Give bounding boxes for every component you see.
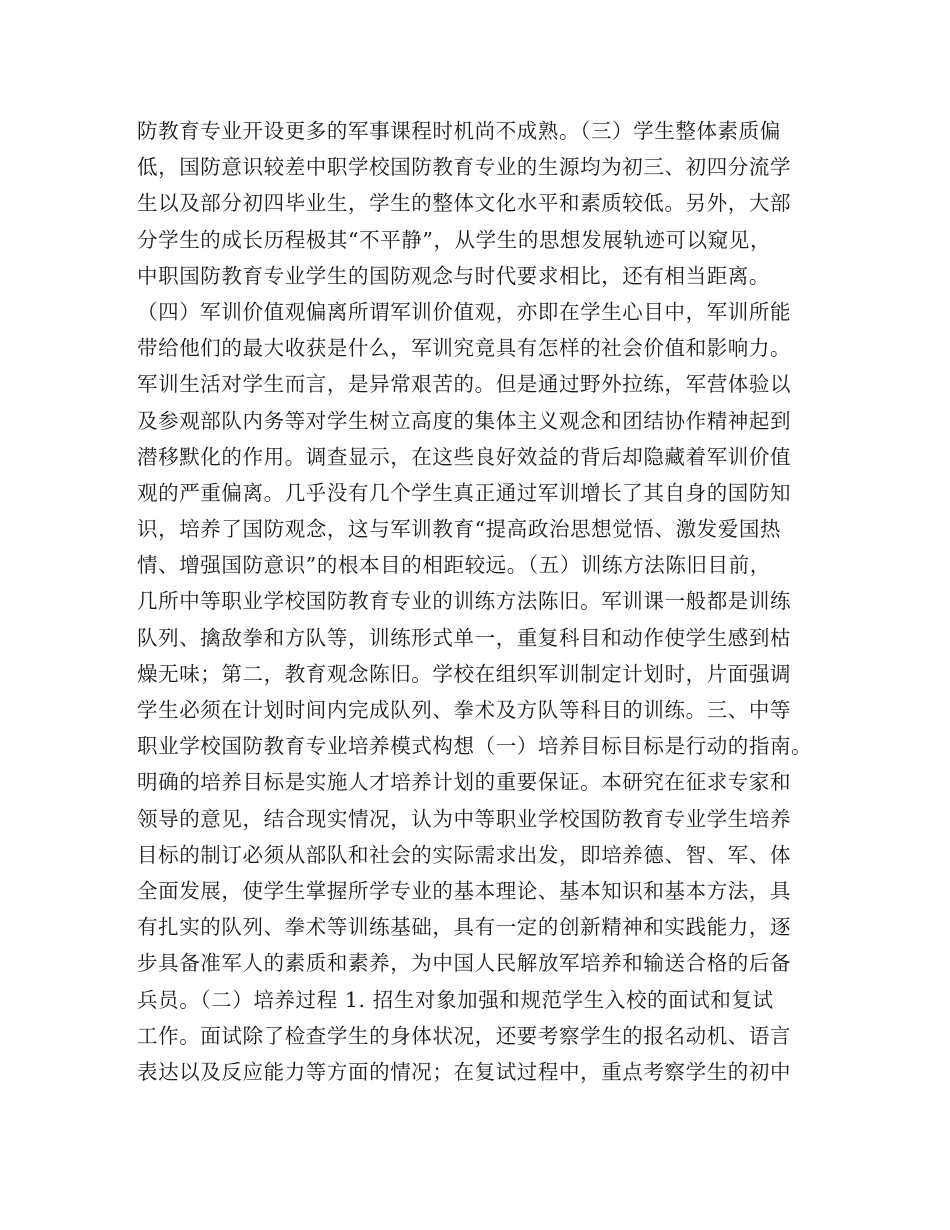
text-line: 步具备准军人的素质和素养，为中国人民解放军培养和输送合格的后备 bbox=[137, 951, 792, 976]
text-line: 潜移默化的作用。调查显示，在这些良好效益的背后却隐藏着军训价值 bbox=[137, 444, 792, 469]
text-line: 有扎实的队列、拳术等训练基础，具有一定的创新精神和实践能力，逐 bbox=[137, 915, 792, 940]
text-line: 低，国防意识较差中职学校国防教育专业的生源均为初三、初四分流学 bbox=[137, 155, 792, 180]
text-line: 目标的制订必须从部队和社会的实际需求出发，即培养德、智、军、体 bbox=[137, 842, 792, 867]
text-line: 情、增强国防意识”的根本目的相距较远。（五）训练方法陈旧目前， bbox=[137, 553, 771, 578]
text-line: 兵员。（二）培养过程 1. 招生对象加强和规范学生入校的面试和复试 bbox=[137, 987, 774, 1012]
text-line: 观的严重偏离。几乎没有几个学生真正通过军训增长了其自身的国防知 bbox=[137, 480, 792, 505]
text-line: 全面发展，使学生掌握所学专业的基本理论、基本知识和基本方法，具 bbox=[137, 878, 792, 903]
text-line: 带给他们的最大收获是什么，军训究竟具有怎样的社会价值和影响力。 bbox=[137, 336, 792, 361]
text-line: 中职国防教育专业学生的国防观念与时代要求相比，还有相当距离。 bbox=[137, 263, 770, 288]
text-line: 军训生活对学生而言，是异常艰苦的。但是通过野外拉练，军营体验以 bbox=[137, 372, 792, 397]
text-line: 领导的意见，结合现实情况，认为中等职业学校国防教育专业学生培养 bbox=[137, 806, 792, 831]
text-line: 表达以及反应能力等方面的情况；在复试过程中，重点考察学生的初中 bbox=[137, 1059, 792, 1084]
text-line: 防教育专业开设更多的军事课程时机尚不成熟。（三）学生整体素质偏 bbox=[137, 119, 781, 143]
text-line: 职业学校国防教育专业培养模式构想（一）培养目标目标是行动的指南。 bbox=[137, 734, 813, 759]
body-text bbox=[137, 113, 837, 1090]
text-line: 分学生的成长历程极其“不平静”，从学生的思想发展轨迹可以窥见， bbox=[137, 227, 772, 252]
text-line: 生以及部分初四毕业生，学生的整体文化水平和素质较低。另外，大部 bbox=[137, 191, 792, 216]
text-line: 燥无味；第二，教育观念陈旧。学校在组织军训制定计划时，片面强调 bbox=[137, 661, 792, 686]
text-line: 队列、擒敌拳和方队等，训练形式单一，重复科目和动作使学生感到枯 bbox=[137, 625, 792, 650]
text-line: 学生必须在计划时间内完成队列、拳术及方队等科目的训练。三、中等 bbox=[137, 698, 792, 722]
text-line: 几所中等职业学校国防教育专业的训练方法陈旧。军训课一般都是训练 bbox=[137, 589, 792, 614]
text-line: 及参观部队内务等对学生树立高度的集体主义观念和团结协作精神起到 bbox=[137, 408, 792, 433]
text-line: 明确的培养目标是实施人才培养计划的重要保证。本研究在征求专家和 bbox=[137, 770, 792, 795]
text-line: 识，培养了国防观念，这与军训教育“提高政治思想觉悟、激发爱国热 bbox=[137, 517, 782, 542]
text-line: （四）军训价值观偏离所谓军训价值观，亦即在学生心目中，军训所能 bbox=[137, 299, 792, 324]
text-line: 工作。面试除了检查学生的身体状况，还要考察学生的报名动机、语言 bbox=[137, 1023, 792, 1048]
